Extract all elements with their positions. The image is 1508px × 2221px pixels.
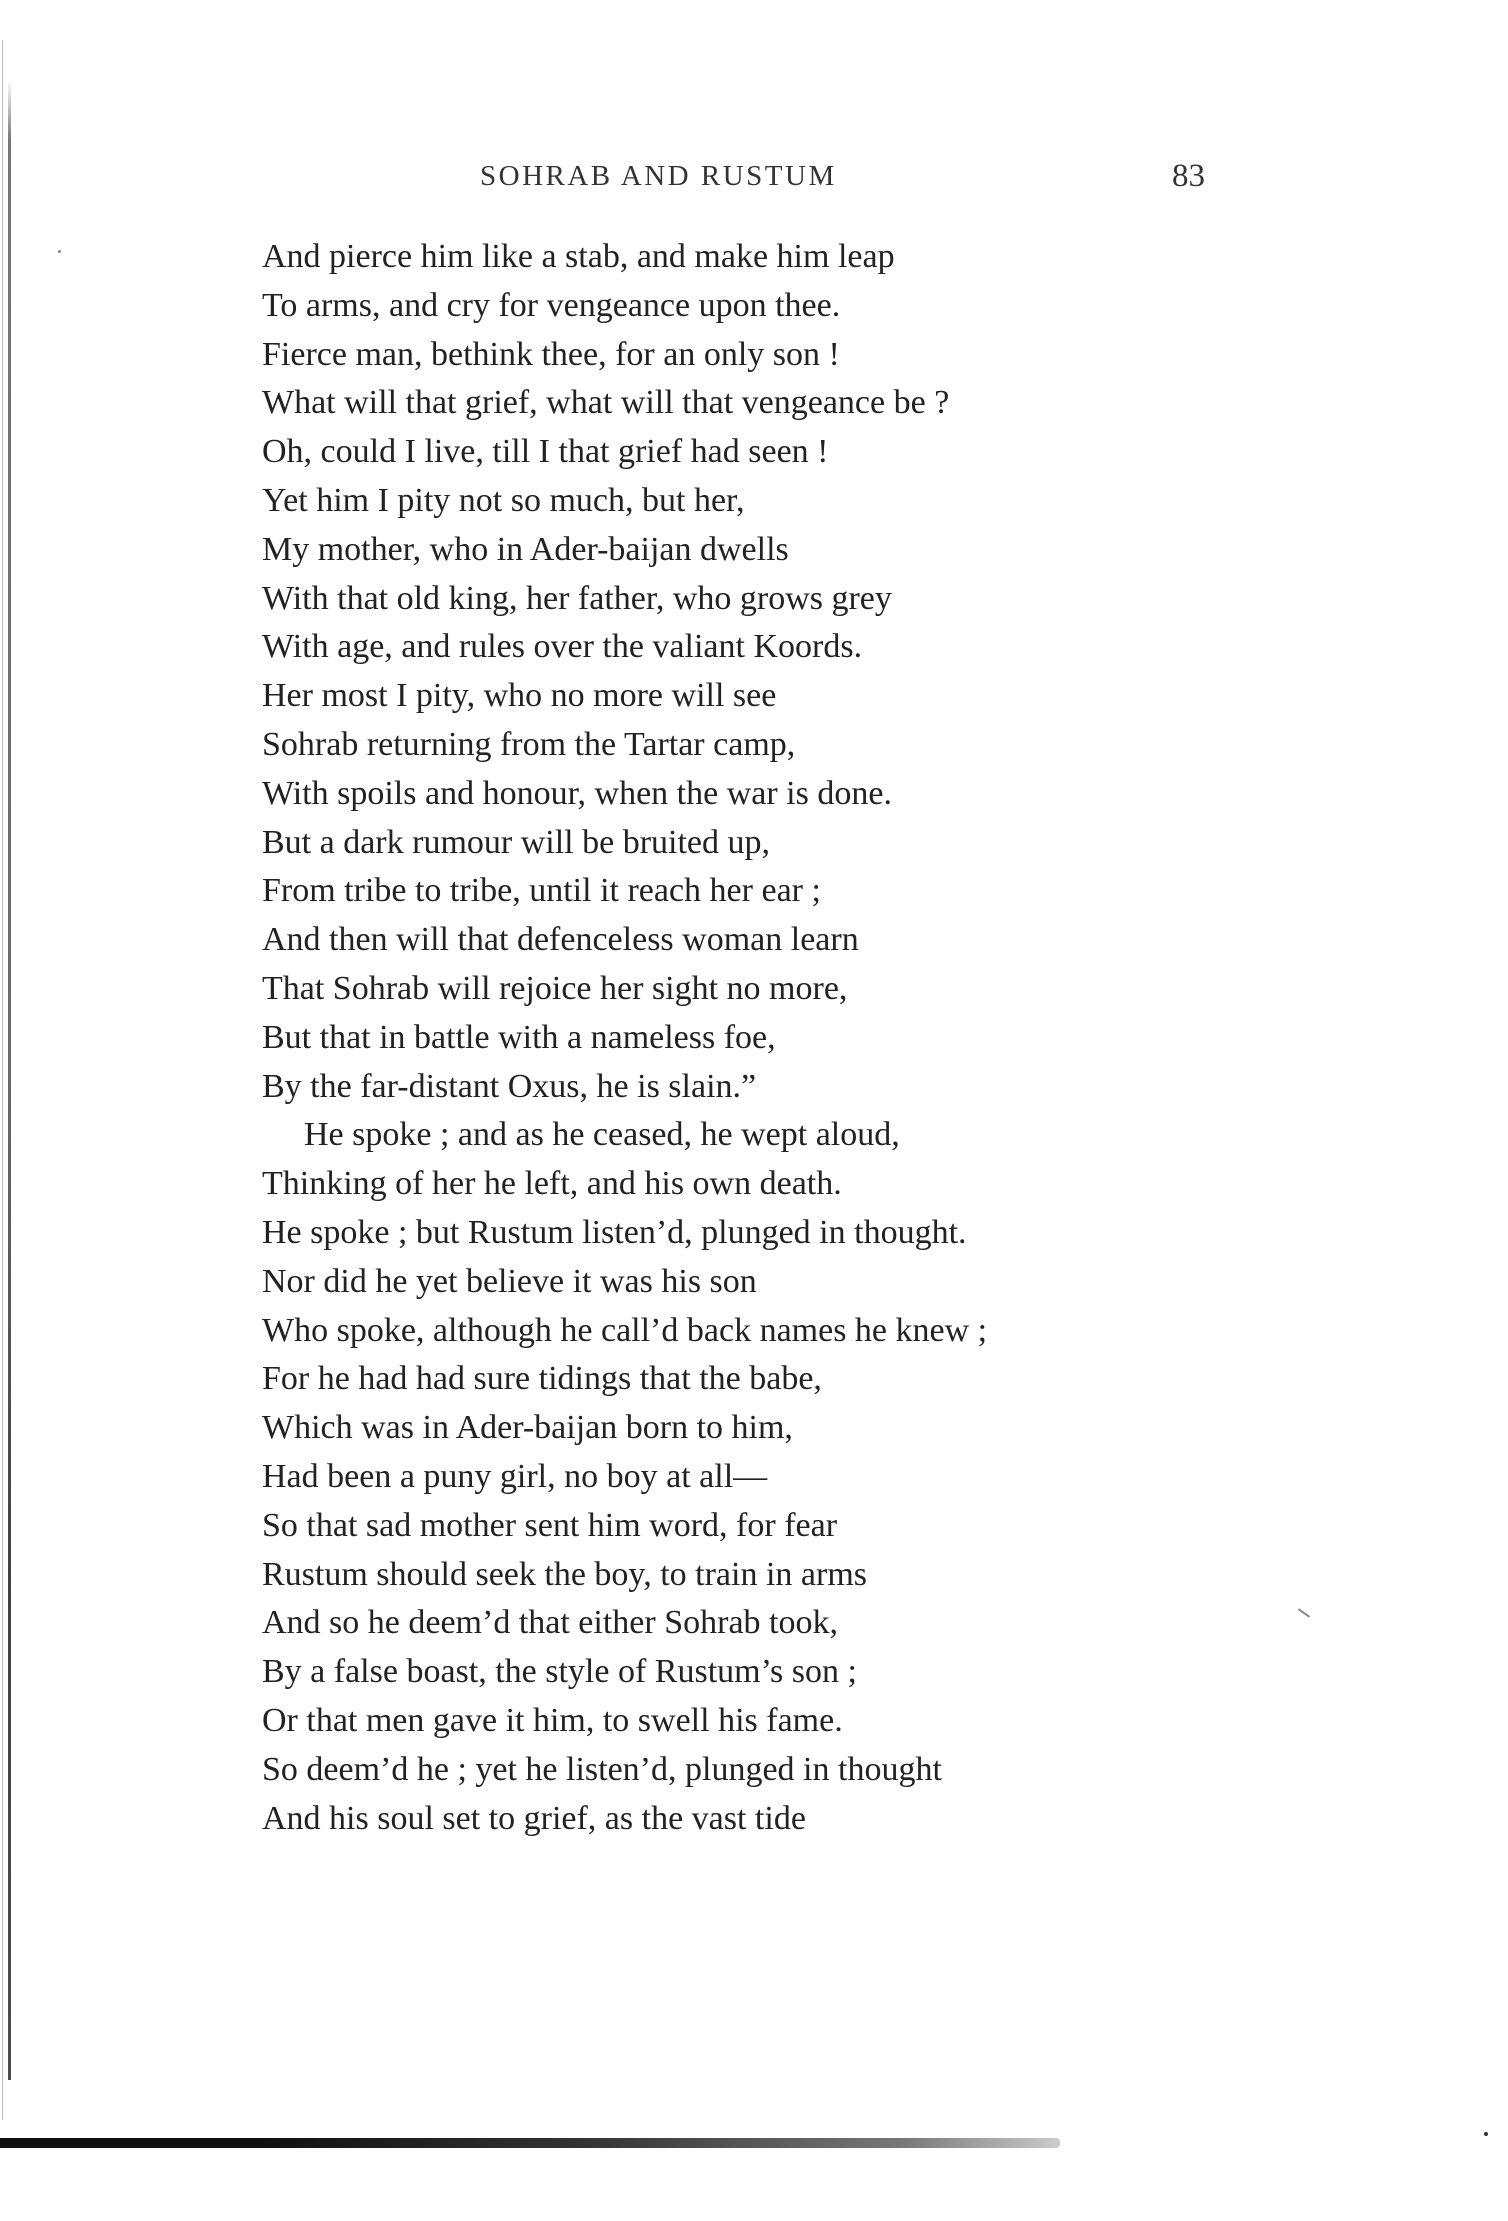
poem-line: My mother, who in Ader-baijan dwells [262, 530, 789, 568]
poem-line: For he had had sure tidings that the babe, [262, 1360, 822, 1398]
poem-line: Nor did he yet believe it was his son [262, 1262, 757, 1300]
scan-speck [58, 250, 61, 253]
poem-line: With age, and rules over the valiant Koords. [262, 628, 863, 666]
poem-line: But that in battle with a nameless foe, [262, 1018, 776, 1056]
binding-edge [8, 80, 11, 2080]
poem-line: Yet him I pity not so much, but her, [262, 481, 745, 519]
poem-line: So that sad mother sent him word, for fear [262, 1506, 838, 1544]
poem-line: With spoils and honour, when the war is done. [262, 774, 892, 812]
poem-line: Which was in Ader-baijan born to him, [262, 1409, 793, 1447]
poem-line: He spoke ; and as he ceased, he wept aloud, [304, 1116, 900, 1154]
poem-line: And his soul set to grief, as the vast tide [262, 1799, 806, 1837]
poem-line: Her most I pity, who no more will see [262, 677, 777, 715]
poem-line: He spoke ; but Rustum listen’d, plunged in thought. [262, 1213, 967, 1251]
page-number: 83 [1172, 158, 1205, 194]
poem-line: Who spoke, although he call’d back names he knew ; [262, 1311, 988, 1349]
poem-line: Oh, could I live, till I that grief had seen ! [262, 433, 829, 471]
poem-line: With that old king, her father, who grows grey [262, 579, 892, 617]
page-edge-shadow [2, 40, 3, 2120]
poem-line: Or that men gave it him, to swell his fame. [262, 1701, 843, 1739]
poem-line: Had been a puny girl, no boy at all— [262, 1457, 768, 1495]
poem-line: By the far-distant Oxus, he is slain.” [262, 1067, 757, 1105]
poem-line: Rustum should seek the boy, to train in arms [262, 1555, 868, 1593]
poem-line: By a false boast, the style of Rustum’s son ; [262, 1653, 857, 1691]
poem-line: And so he deem’d that either Sohrab took, [262, 1604, 838, 1642]
poem-line: And then will that defenceless woman learn [262, 921, 859, 959]
poem-line: To arms, and cry for vengeance upon thee. [262, 286, 841, 324]
running-title: SOHRAB AND RUSTUM [480, 160, 837, 192]
poem-line: Fierce man, bethink thee, for an only son ! [262, 335, 840, 373]
poem-line: But a dark rumour will be bruited up, [262, 823, 771, 861]
poem-line: That Sohrab will rejoice her sight no more, [262, 969, 848, 1007]
scan-speck [1484, 2132, 1488, 2136]
poem-line: So deem’d he ; yet he listen’d, plunged in thought [262, 1750, 942, 1788]
poem-line: And pierce him like a stab, and make him leap [262, 238, 895, 275]
poem-line: What will that grief, what will that vengeance be ? [262, 384, 950, 422]
bottom-scan-edge [0, 2138, 1060, 2148]
poem-line: From tribe to tribe, until it reach her ear ; [262, 872, 821, 910]
poem-line: Sohrab returning from the Tartar camp, [262, 725, 796, 763]
poem-line: Thinking of her he left, and his own death. [262, 1165, 842, 1203]
poem-text [262, 233, 1462, 1843]
